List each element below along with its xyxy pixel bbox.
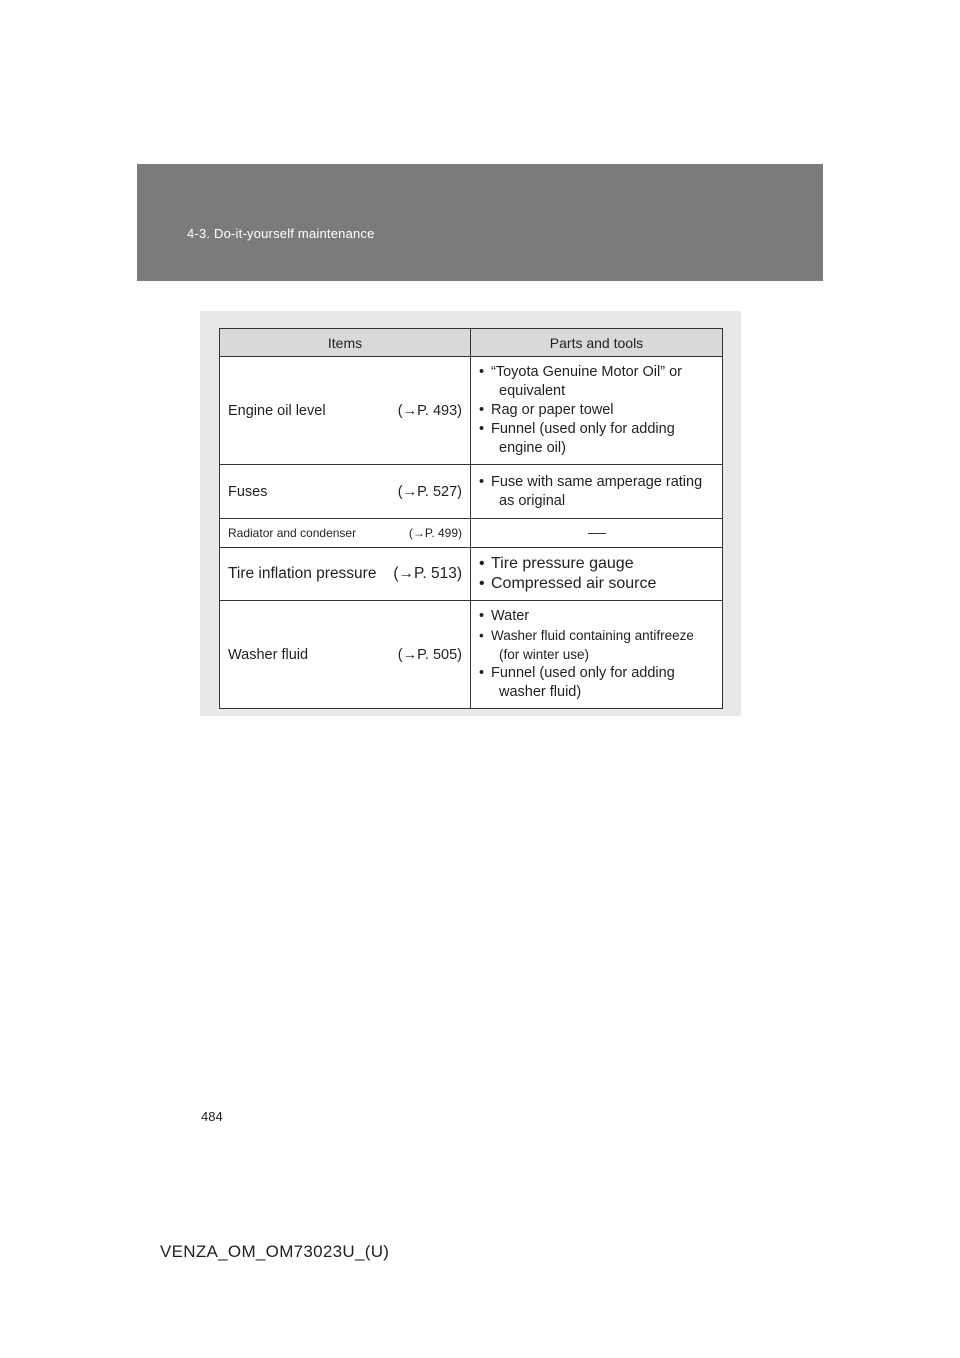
part-item: • Fuse with same amperage rating as original [479, 473, 703, 509]
parts-cell-empty [471, 519, 723, 548]
document-code: VENZA_OM_OM73023U_(U) [160, 1242, 390, 1261]
table-row-tire-inflation-pressure [220, 548, 723, 601]
table-row-radiator-and-condenser [220, 519, 723, 548]
bullet-icon: • [479, 473, 485, 490]
part-item: • Water [479, 608, 530, 624]
item-cell [220, 465, 471, 519]
part-item: • Washer fluid containing antifreeze (for winter use) [479, 628, 694, 662]
parts-cell [471, 601, 723, 709]
bullet-icon: • [479, 608, 485, 624]
item-cell [220, 519, 471, 548]
part-item: • Compressed air source [479, 575, 657, 592]
bullet-icon: • [479, 364, 485, 380]
part-item: • Tire pressure gauge [479, 555, 634, 572]
maintenance-items-table [219, 328, 723, 709]
bullet-icon: • [479, 628, 484, 643]
bullet-icon: • [479, 555, 485, 572]
page-number: 484 [201, 1109, 223, 1124]
item-cell [220, 548, 471, 601]
column-header-parts-and-tools: Parts and tools [471, 329, 723, 357]
table-row-engine-oil-level [220, 357, 723, 465]
parts-cell [471, 357, 723, 465]
bullet-icon: • [479, 665, 485, 681]
item-name: Tire inflation pressure [228, 565, 377, 582]
part-item: • Funnel (used only for adding washer fluid) [479, 665, 675, 700]
table-row-washer-fluid [220, 601, 723, 709]
page-reference: (→P. 493) [397, 402, 462, 419]
parts-cell [471, 548, 723, 601]
part-item: • “Toyota Genuine Motor Oil” or equivalent [479, 364, 682, 399]
header-band [137, 164, 823, 281]
parts-cell [471, 465, 723, 519]
page-reference: (→P. 499) [408, 526, 462, 540]
item-cell [220, 357, 471, 465]
section-title: 4-3. Do-it-yourself maintenance [187, 226, 375, 241]
table-header-row [220, 329, 723, 357]
bullet-icon: • [479, 402, 485, 418]
item-cell [220, 601, 471, 709]
bullet-icon: • [479, 421, 485, 437]
page-reference: (→P. 527) [397, 483, 462, 500]
bullet-icon: • [479, 575, 485, 592]
table-panel [200, 311, 741, 716]
item-name: Washer fluid [228, 646, 309, 663]
page-reference: (→P. 505) [397, 646, 462, 663]
part-item: • Funnel (used only for adding engine oil) [479, 421, 675, 456]
em-dash-icon [588, 533, 606, 534]
part-item: • Rag or paper towel [479, 402, 614, 418]
column-header-items: Items [220, 329, 471, 357]
table-row-fuses [220, 465, 723, 519]
item-name: Radiator and condenser [228, 526, 357, 540]
page-reference: (→P. 513) [393, 565, 462, 582]
item-name: Fuses [228, 483, 268, 500]
item-name: Engine oil level [228, 402, 326, 419]
